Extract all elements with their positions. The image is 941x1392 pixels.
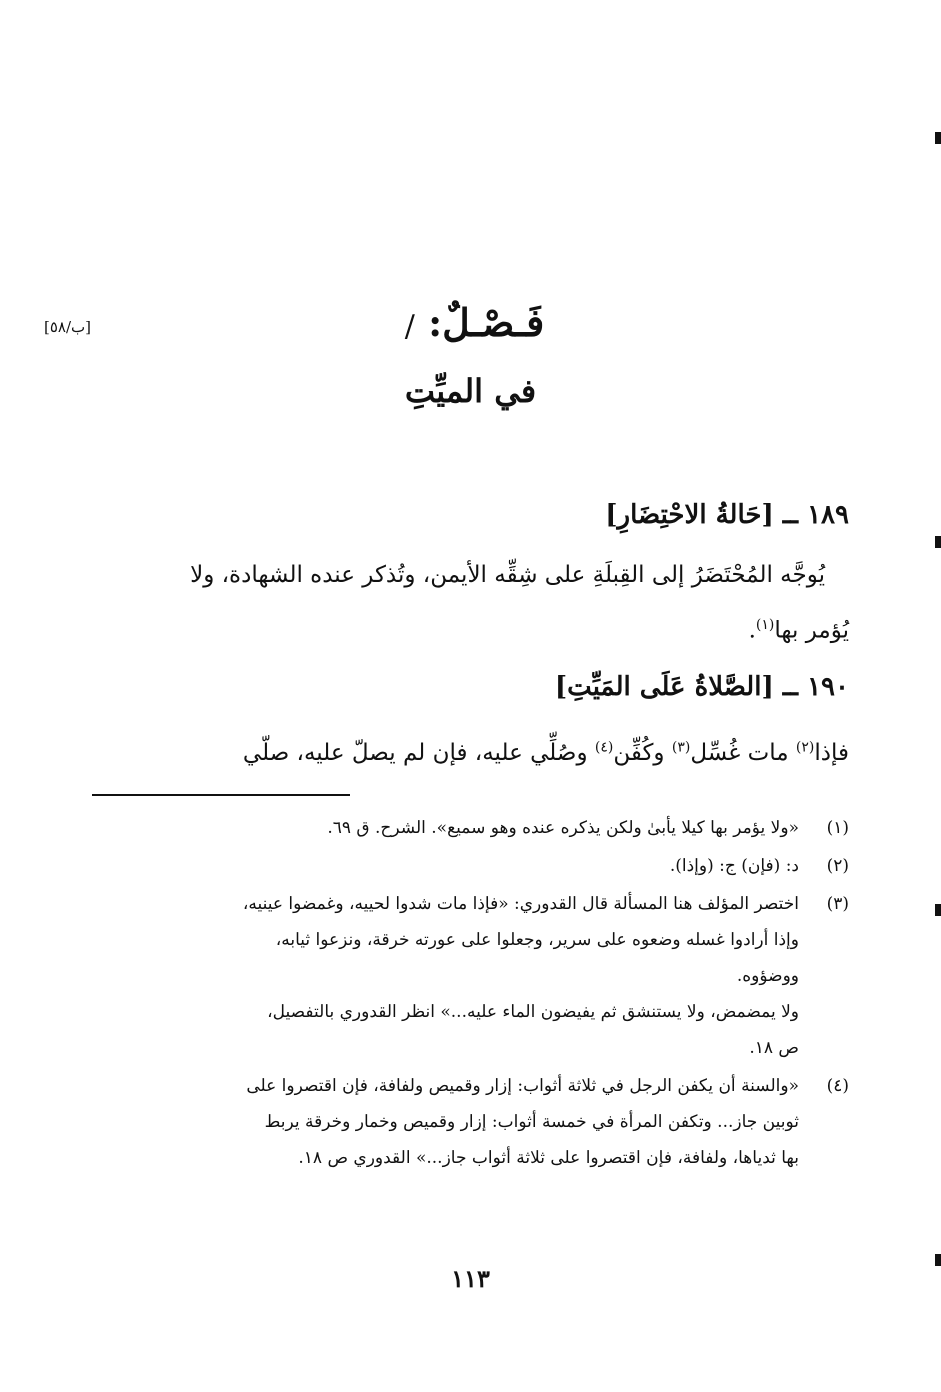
section-body-189 (92, 550, 849, 656)
footnote-text (96, 848, 799, 884)
chapter-title-text: فَـصْـلٌ: (428, 300, 545, 345)
chapter-title (0, 300, 941, 345)
footnote-separator (92, 794, 350, 796)
footnotes (96, 810, 849, 1178)
footnote-ref: (٤) (594, 739, 614, 755)
footnote-number: (٢) (826, 856, 849, 876)
footnote-text (96, 886, 799, 1066)
footnote-number: (١) (826, 818, 849, 838)
footnote-ref: (٣) (671, 739, 691, 755)
body-line-tail: . (748, 617, 756, 644)
footnote-text (96, 1068, 799, 1176)
footnote-line: «والسنة أن يكفن الرجل في ثلاثة أثواب: إزار وقميص ولفافة، فإن اقتصروا على (246, 1076, 799, 1096)
footnote-line: اختصر المؤلف هنا المسألة قال القدوري: «فإذا مات شدوا لحييه، وغمضوا عينيه، (242, 894, 799, 914)
section-body-190 (92, 722, 849, 778)
footnote-2 (96, 848, 849, 884)
scan-edge-mark (935, 536, 941, 548)
footnote-ref: (٢) (795, 739, 815, 755)
footnote-number: (٤) (826, 1076, 849, 1096)
footnote-number: (٣) (826, 894, 849, 914)
footnote-1 (96, 810, 849, 846)
text-run: وكُفِّن (613, 739, 672, 766)
footnote-line: بها ثدياها، ولفافة، فإن اقتصروا على ثلاثة أثواب جاز...» القدوري ص ١٨. (298, 1148, 799, 1168)
scan-edge-mark (935, 1254, 941, 1266)
footnote-line: ثوبين جاز... وتكفن المرأة في خمسة أثواب: إزار وقميص وخمار وخرقة يربط (264, 1112, 799, 1132)
body-line: يُؤمر بها (774, 617, 849, 644)
chapter-subtitle: في الميِّتِ (404, 372, 537, 410)
body-line: يُوجَّه المُحْتَضَرُ إلى القِبلَةِ على شِقِّه الأيمن، وتُذكر عنده الشهادة، ولا (190, 562, 825, 588)
margin-reference: [ب/٥٨] (44, 318, 92, 336)
footnote-4 (96, 1068, 849, 1176)
page-number: ١١٣ (451, 1264, 490, 1293)
footnote-line: «ولا يؤمر بها كيلا يأبىٰ ولكن يذكره عنده وهو سميع». الشرح. ق ٦٩. (327, 818, 799, 838)
text-run: فإذا (814, 739, 849, 766)
footnote-line: وإذا أرادوا غسله وضعوه على سرير، وجعلوا على عورته خرقة، ونزعوا ثيابه، (275, 930, 799, 950)
body-line (243, 740, 849, 766)
footnote-line: د: (فإن) ج: (وإذا). (669, 856, 799, 876)
scan-edge-mark (935, 904, 941, 916)
footnote-text (96, 810, 799, 846)
footnote-line: ووضؤوه. (736, 966, 799, 986)
footnote-line: ص ١٨. (749, 1038, 799, 1058)
section-heading-189: ١٨٩ ــ [حَالةُ الاحْتِضَارِ] (605, 500, 849, 530)
chapter-slash: / (404, 309, 415, 344)
text-run: وصُلِّي عليه، فإن لم يصلّ عليه، صلّي (242, 739, 595, 766)
footnote-line: ولا يمضمض، ولا يستنشق ثم يفيضون الماء عليه...» انظر القدوري بالتفصيل، (267, 1002, 799, 1022)
section-heading-190: ١٩٠ ــ [الصَّلاةُ عَلَى المَيِّتِ] (554, 672, 849, 702)
footnote-ref: (١) (755, 617, 775, 633)
footnote-3 (96, 886, 849, 1066)
text-run: مات غُسِّل (690, 739, 796, 766)
scan-edge-mark (935, 132, 941, 144)
